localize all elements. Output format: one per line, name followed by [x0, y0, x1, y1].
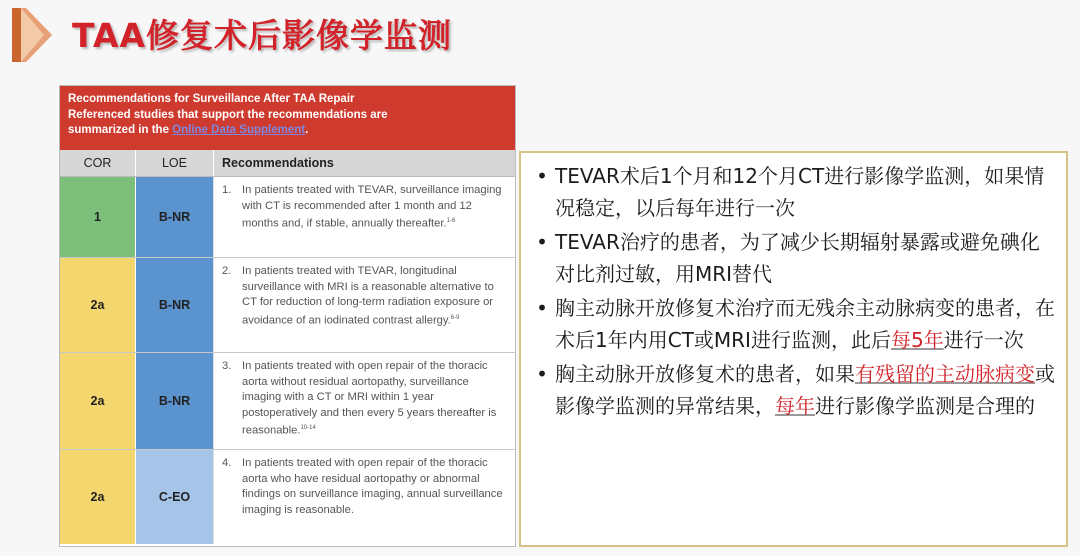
reference-superscript: 6-9: [450, 314, 460, 321]
recommendation-text: In patients treated with open repair of the thoracic aorta without residual aortopathy, surveillance imaging with a CT or MRI within 1 year postoperatively and then every 5 years thereafter is reasonable.$^{10-14}$: [242, 360, 497, 438]
column-cor: COR: [83, 156, 112, 170]
bullet-text: 胸主动脉开放修复术的患者，如果有残留的主动脉病变或影像学监测的异常结果，每年进行影像学监测是合理的: [555, 362, 1055, 418]
caption-line-1: Recommendations for Surveillance After TAA Repair: [68, 93, 355, 105]
cor-cell: 2a: [60, 450, 135, 544]
highlight-annually: 每年: [775, 393, 815, 418]
loe-cell: B-NR: [135, 177, 213, 257]
recommendation-cell: [213, 258, 515, 352]
slide-title: TAA修复术后影像学监测: [72, 16, 453, 55]
recommendation-number: 2.: [222, 265, 232, 277]
bullet-item: [529, 359, 1056, 422]
cor-cell: 2a: [60, 258, 135, 352]
cor-cell: 1: [60, 177, 135, 257]
bullet-item: [529, 293, 1056, 356]
recommendations-table: [59, 85, 516, 547]
data-supplement-link[interactable]: Online Data Supplement: [172, 124, 306, 136]
recommendation-cell: [213, 177, 515, 257]
loe-cell: C-EO: [135, 450, 213, 544]
reference-superscript: 1-6: [446, 218, 456, 225]
cor-cell: 2a: [60, 353, 135, 449]
bullet-text: TEVAR术后1个月和12个月CT进行影像学监测，如果情况稳定，以后每年进行一次: [555, 164, 1045, 220]
caption-line-2: Referenced studies that support the recommendations are: [68, 108, 388, 121]
bullet-icon: •: [536, 230, 548, 254]
bullet-icon: •: [536, 362, 548, 386]
loe-cell: B-NR: [135, 353, 213, 449]
title-arrow-icon: [12, 8, 52, 62]
bullet-item: [529, 227, 1056, 290]
bullet-icon: •: [536, 164, 548, 188]
highlight-residual-aortopathy: 有残留的主动脉病变: [855, 362, 1035, 386]
slide-title-bar: [0, 0, 1080, 72]
recommendation-number: 3.: [222, 360, 232, 372]
caption-prefix: summarized in the: [68, 124, 173, 136]
bullet-text: 胸主动脉开放修复术治疗而无残余主动脉病变的患者，在术后1年内用CT或MRI进行监测，此后每5年进行一次: [555, 296, 1055, 352]
table-row: [60, 353, 515, 450]
recommendation-text: In patients treated with TEVAR, longitudinal surveillance with MRI is a reasonable alternative to CT for reduction of long-term radiation exposure or avoidance of an iodinated contrast allergy.$^{6-9}$: [242, 265, 494, 327]
summary-panel: [519, 151, 1068, 547]
bullet-icon: •: [536, 296, 548, 320]
column-recommendations: Recommendations: [213, 150, 515, 176]
bullet-item: [529, 161, 1056, 224]
recommendation-number: 1.: [222, 184, 232, 196]
reference-superscript: 10-14: [300, 425, 316, 432]
recommendation-text: In patients treated with TEVAR, surveillance imaging with CT is recommended after 1 month and 12 months and, if stable, annually thereafter.$^{1-6}$: [242, 184, 502, 230]
caption-suffix: .: [305, 124, 309, 136]
column-loe: LOE: [135, 150, 213, 176]
caption-line-3: [68, 123, 507, 139]
bullet-text: TEVAR治疗的患者，为了减少长期辐射暴露或避免碘化对比剂过敏，用MRI替代: [555, 230, 1040, 286]
recommendation-number: 4.: [222, 457, 232, 469]
recommendation-cell: [213, 450, 515, 544]
highlight-every-5-years: 每5年: [890, 327, 944, 352]
table-row: [60, 177, 515, 258]
table-caption: [60, 86, 515, 150]
table-column-header: [60, 150, 515, 177]
recommendation-cell: [213, 353, 515, 449]
table-row: [60, 258, 515, 353]
loe-cell: B-NR: [135, 258, 213, 352]
table-row: [60, 450, 515, 544]
recommendation-text: In patients treated with open repair of the thoracic aorta who have residual aortopathy or abnormal findings on surveillance imaging, annual surveillance imaging is reasonable.: [242, 457, 503, 516]
